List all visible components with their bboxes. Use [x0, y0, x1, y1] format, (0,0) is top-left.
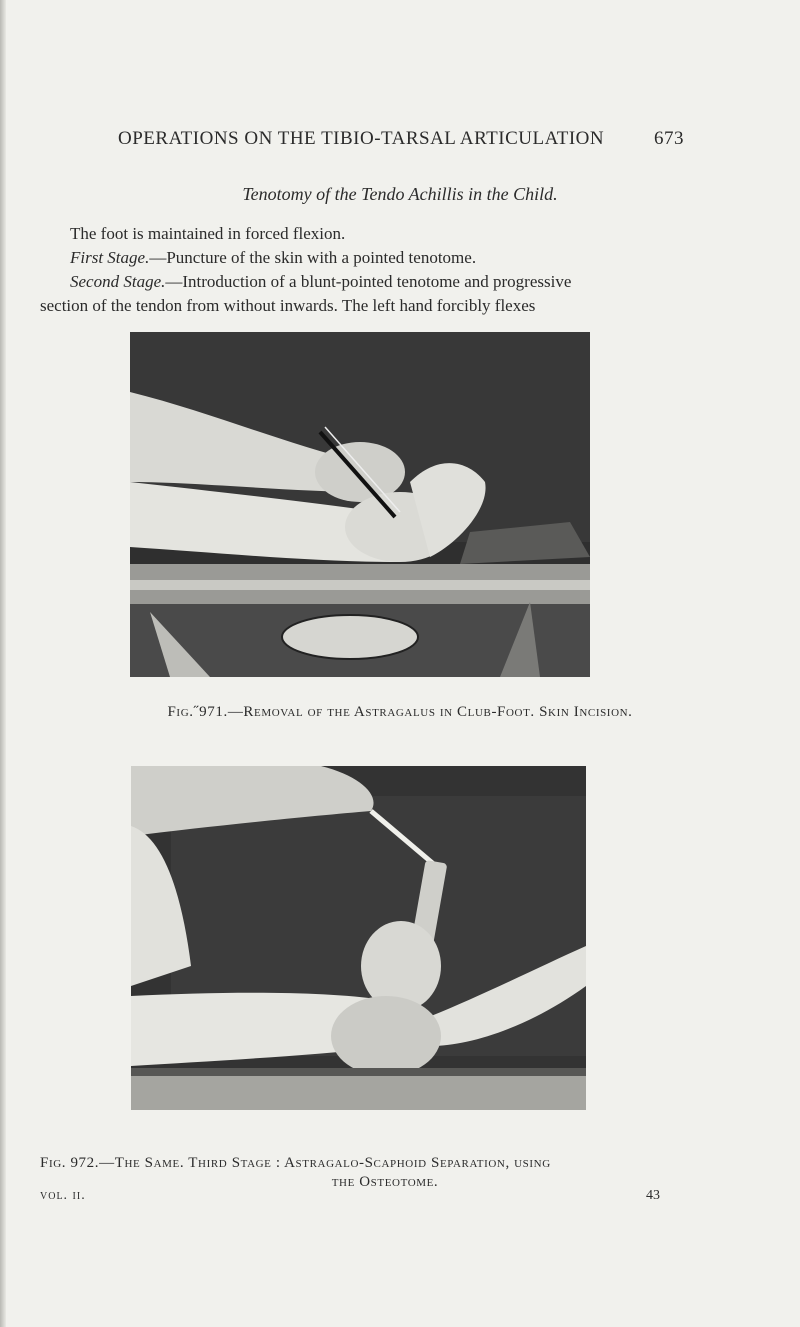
figure-972-caption [40, 1154, 760, 1192]
page-number: 673 [654, 128, 684, 149]
body-text [40, 222, 760, 318]
figure-971-caption: Fig.˝971.—Removal of the Astragalus in Club-Foot. Skin Incision. [167, 704, 633, 720]
figure-972-photo [131, 766, 586, 1110]
paragraph-3-continued: section of the tendon from without inwards. The left hand forcibly flexes [40, 296, 536, 315]
figure-972-caption-line1: Fig. 972.—The Same. Third Stage : Astragalo-Scaphoid Separation, using [40, 1155, 551, 1171]
paragraph-3 [40, 270, 760, 294]
running-title: OPERATIONS ON THE TIBIO-TARSAL ARTICULATION [118, 128, 605, 149]
figure-972-caption-line2: the Osteotome. [331, 1174, 439, 1190]
signature-mark: 43 [646, 1188, 660, 1203]
first-stage-text: —Puncture of the skin with a pointed tenotome. [149, 248, 477, 267]
first-stage-label: First Stage. [70, 248, 150, 267]
section-title: Tenotomy of the Tendo Achillis in the Child. [242, 184, 558, 204]
second-stage-text: —Introduction of a blunt-pointed tenotome and progressive [165, 272, 572, 291]
paragraph-2 [40, 246, 760, 270]
volume-label: vol. ii. [40, 1188, 86, 1203]
second-stage-label: Second Stage. [70, 272, 166, 291]
paragraph-1: The foot is maintained in forced flexion. [70, 224, 346, 243]
figure-971-photo [130, 332, 590, 677]
